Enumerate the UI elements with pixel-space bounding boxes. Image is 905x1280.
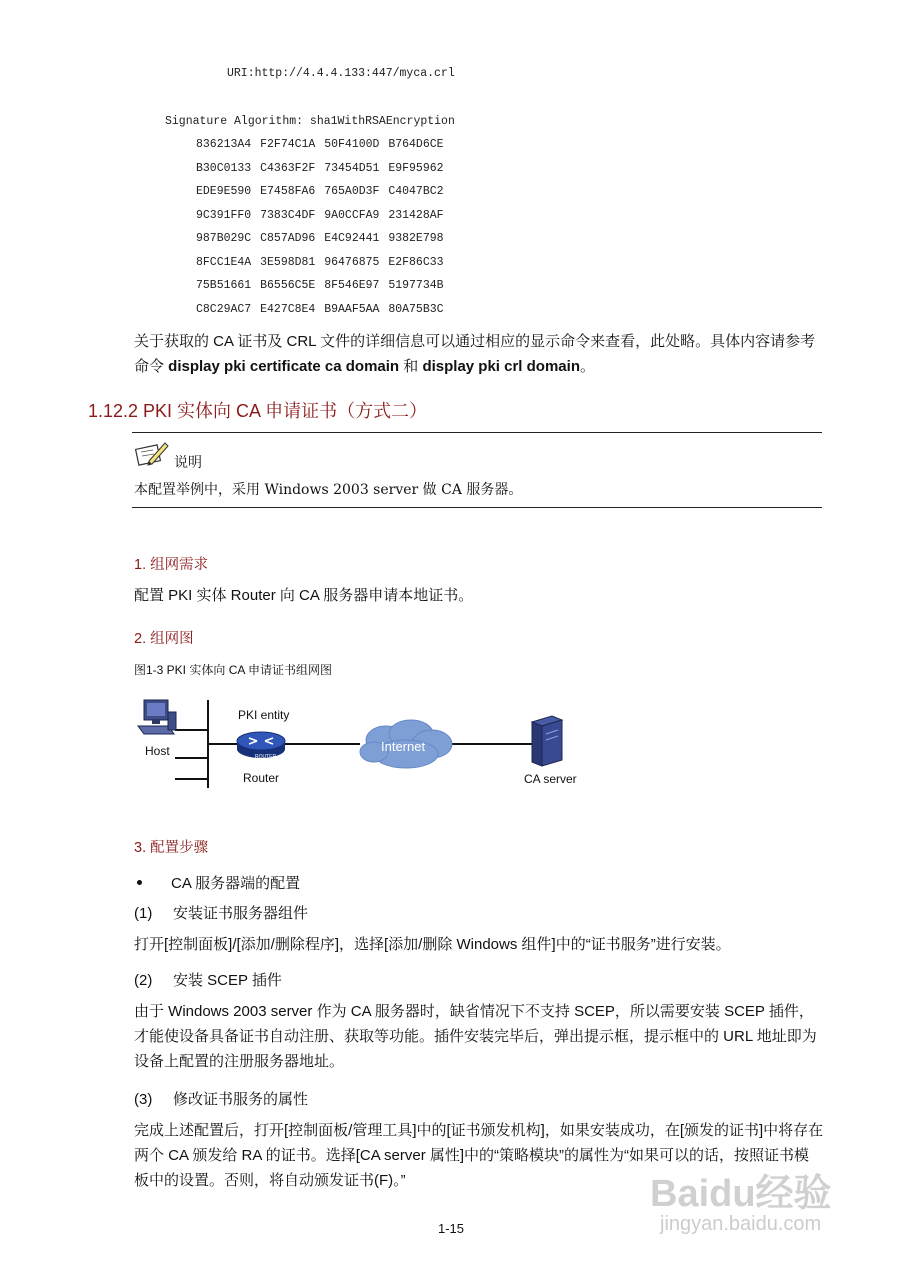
internet-label: Internet [381, 739, 426, 754]
baidu-watermark-url: jingyan.baidu.com [660, 1213, 822, 1235]
note-top-rule [132, 432, 822, 433]
signature-hex-block [196, 138, 444, 326]
step-1-title: 安装证书服务器组件 [173, 905, 309, 922]
pki-entity-label: PKI entity [238, 708, 290, 722]
hex-line: 836213A4 F2F74C1A 50F4100D B764D6CE [196, 138, 444, 151]
step-3-text: 完成上述配置后，打开[控制面板/管理工具]中的[证书颁发机构]，如果安装成功，在[颁发的证书]中将存在两个 CA 颁发给 RA 的证书。选择[CA server 属性]中的“策略模块”的属性为“如果可以的话，按照证书模板中的设置。否则，将自动颁发证书(F)。” [134, 1122, 824, 1189]
host-pc-icon [134, 698, 178, 740]
crl-uri-line: URI:http://4.4.4.133:447/myca.crl [227, 67, 455, 80]
requirements-heading: 1. 组网需求 [134, 557, 209, 573]
intro-text-1: 关于获取的 CA 证书及 CRL 文件的详细信息可以通过相应的显示命令来查看，此处略。具体内容请参考命令 [134, 333, 816, 375]
steps-heading: 3. 配置步骤 [134, 840, 209, 856]
intro-text-2: 和 [399, 358, 423, 375]
command-display-pki-crl: display pki crl domain [422, 358, 580, 375]
command-display-pki-certificate: display pki certificate ca domain [168, 358, 400, 375]
step-2-number: (2) [134, 972, 153, 989]
step-1-number: (1) [134, 905, 153, 922]
step-1-text: 打开[控制面板]/[添加/删除程序]，选择[添加/删除 Windows 组件]中的“证书服务”进行安装。 [134, 936, 731, 953]
bullet-ca-server-config: CA 服务器端的配置 [171, 875, 301, 892]
intro-text-3: 。 [579, 358, 595, 375]
hex-line: 75B51661 B6556C5E 8F546E97 5197734B [196, 279, 444, 292]
note-label: 说明 [174, 454, 202, 470]
hex-line: 9C391FF0 7383C4DF 9A0CCFA9 231428AF [196, 208, 444, 222]
hex-line: 987B029C C857AD96 E4C92441 9382E798 [196, 232, 444, 245]
hex-line: C8C29AC7 E427C8E4 B9AAF5AA 80A75B3C [196, 302, 444, 316]
note-bottom-rule [132, 507, 822, 508]
step-3-number: (3) [134, 1091, 153, 1108]
signature-algorithm-line: Signature Algorithm: sha1WithRSAEncryption [165, 115, 455, 128]
baidu-watermark-logo: Baidu经验 [650, 1173, 832, 1215]
requirements-text: 配置 PKI 实体 Router 向 CA 服务器申请本地证书。 [134, 587, 474, 604]
step-2-text: 由于 Windows 2003 server 作为 CA 服务器时，缺省情况下不支持 SCEP，所以需要安装 SCEP 插件，才能使设备具备证书自动注册、获取等功能。插件安装完毕后，弹出提示框，提示框中的 URL 地址即为设备上配置的注册服务器地址。 [134, 1003, 817, 1070]
intro-paragraph [134, 329, 824, 379]
section-title: 1.12.2 PKI 实体向 CA 申请证书（方式二） [88, 401, 428, 421]
step-3-title: 修改证书服务的属性 [173, 1091, 309, 1108]
hex-line: 8FCC1E4A 3E598D81 96476875 E2F86C33 [196, 255, 444, 269]
network-diagram [120, 690, 620, 800]
diagram-heading: 2. 组网图 [134, 631, 194, 647]
page-number: 1-15 [438, 1221, 465, 1236]
bullet-dot-icon [137, 880, 142, 885]
ca-server-icon [528, 712, 564, 768]
router-label: Router [243, 771, 280, 785]
router-badge: ROUTER [255, 754, 277, 760]
step-2-title: 安装 SCEP 插件 [173, 972, 282, 989]
figure-caption: 图1-3 PKI 实体向 CA 申请证书组网图 [134, 663, 333, 677]
note-pencil-icon [135, 439, 169, 469]
hex-line: B30C0133 C4363F2F 73454D51 E9F95962 [196, 161, 444, 175]
host-label: Host [145, 744, 170, 758]
note-text: 本配置举例中，采用 Windows 2003 server 做 CA 服务器。 [134, 482, 523, 498]
ca-server-label: CA server [524, 772, 577, 786]
hex-line: EDE9E590 E7458FA6 765A0D3F C4047BC2 [196, 185, 444, 198]
